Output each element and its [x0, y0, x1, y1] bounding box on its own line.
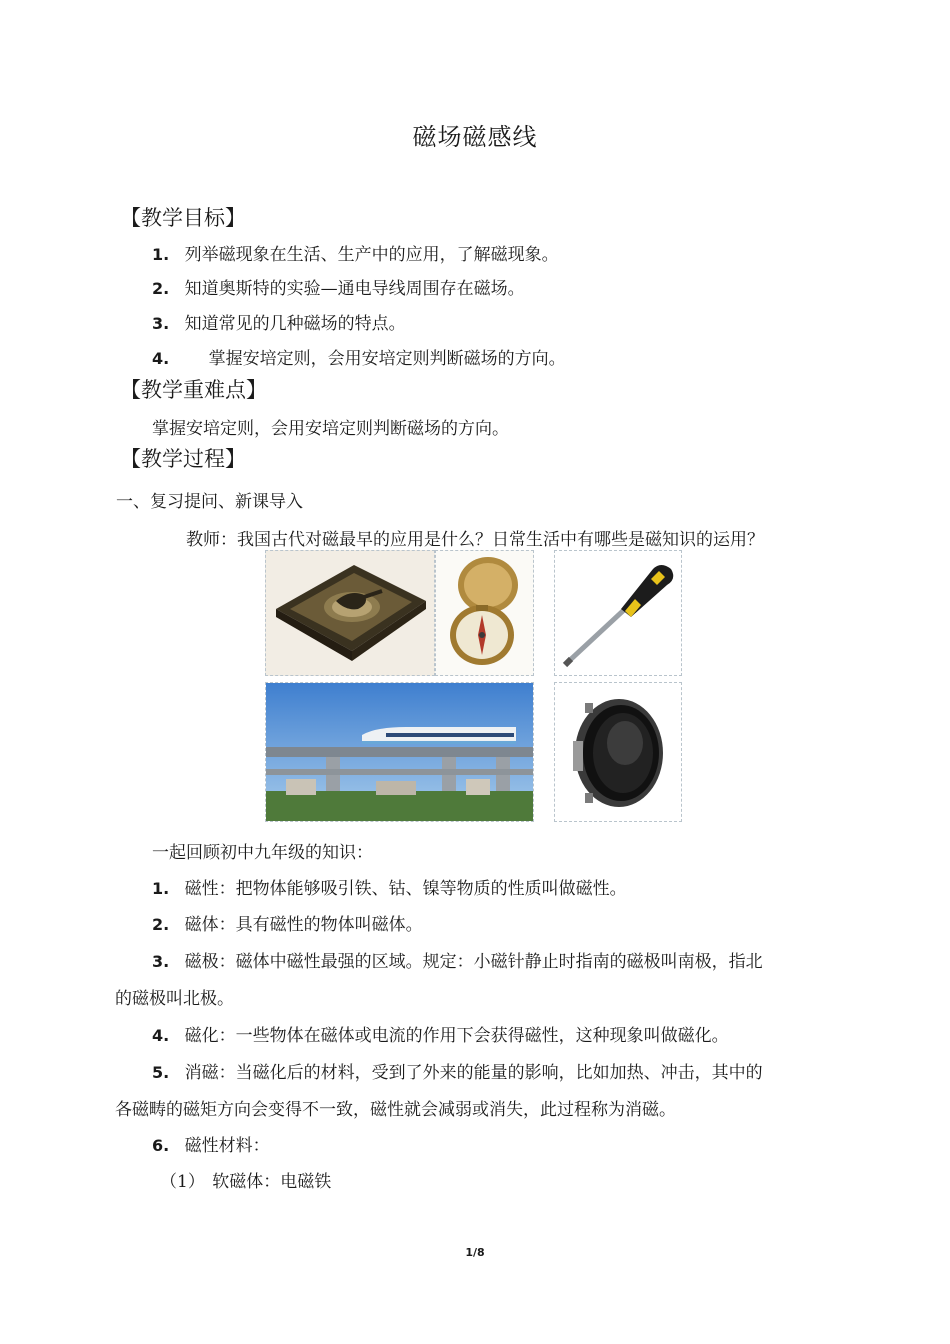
objective-number: 1. [152, 245, 170, 264]
speaker-icon [555, 683, 681, 821]
review-text: 磁体：具有磁性的物体叫磁体。 [184, 915, 423, 935]
review-intro: 一起回顾初中九年级的知识： [152, 843, 373, 863]
review-text: 磁性材料： [184, 1136, 270, 1156]
review-number: 4. [152, 1026, 170, 1045]
review-number: 3. [152, 952, 170, 971]
objective-text: 知道奥斯特的实验—通电导线周围存在磁场。 [184, 279, 525, 299]
objective-text: 掌握安培定则，会用安培定则判断磁场的方向。 [208, 349, 566, 369]
review-item [152, 1021, 729, 1046]
review-item [152, 1058, 763, 1083]
pocket-compass-photo [435, 550, 534, 676]
maglev-icon [266, 683, 533, 821]
ancient-compass-photo [265, 550, 435, 676]
review-number: 6. [152, 1136, 170, 1155]
review-text: 磁极：磁体中磁性最强的区域。规定：小磁针静止时指南的磁极叫南极，指北 [184, 952, 763, 972]
objective-text: 知道常见的几种磁场的特点。 [184, 314, 406, 334]
section-heading-key-points: 【教学重难点】 [120, 378, 267, 402]
page-number: 1/8 [465, 1246, 485, 1259]
magnetic-screwdriver-photo [554, 550, 682, 676]
review-number: 5. [152, 1063, 170, 1082]
objective-text: 列举磁现象在生活、生产中的应用，了解磁现象。 [184, 245, 559, 265]
teacher-question: 教师：我国古代对磁最早的应用是什么？日常生活中有哪些是磁知识的运用？ [186, 530, 764, 550]
objective-item [152, 274, 525, 299]
page-title: 磁场磁感线 [412, 123, 538, 151]
review-item [152, 947, 763, 972]
review-text: 消磁：当磁化后的材料，受到了外来的能量的影响，比如加热、冲击，其中的 [184, 1063, 763, 1083]
loudspeaker-photo [554, 682, 682, 822]
part-one-heading: 一、复习提问、新课导入 [116, 492, 303, 512]
review-item [152, 1131, 270, 1156]
review-number: 2. [152, 915, 170, 934]
sinan-icon [266, 551, 434, 675]
objective-item [152, 309, 406, 334]
section-heading-objectives: 【教学目标】 [120, 206, 246, 230]
sub-item-number: （1） [160, 1172, 205, 1192]
review-continuation: 的磁极叫北极。 [115, 989, 234, 1009]
sub-item [160, 1167, 331, 1192]
review-number: 1. [152, 879, 170, 898]
objective-number: 3. [152, 314, 170, 333]
key-points-text: 掌握安培定则，会用安培定则判断磁场的方向。 [152, 419, 509, 439]
review-continuation: 各磁畴的磁矩方向会变得不一致，磁性就会减弱或消失，此过程称为消磁。 [115, 1100, 676, 1120]
section-heading-process: 【教学过程】 [120, 447, 246, 471]
review-item [152, 910, 423, 935]
review-item [152, 874, 627, 899]
review-text: 磁化：一些物体在磁体或电流的作用下会获得磁性，这种现象叫做磁化。 [184, 1026, 729, 1046]
objective-item [152, 240, 559, 265]
compass-icon [436, 551, 533, 675]
objective-number: 4. [152, 349, 170, 368]
review-text: 磁性：把物体能够吸引铁、钴、镍等物质的性质叫做磁性。 [184, 879, 627, 899]
objective-number: 2. [152, 279, 170, 298]
screwdriver-icon [555, 551, 681, 675]
sub-item-text: 软磁体：电磁铁 [212, 1172, 332, 1192]
maglev-train-photo [265, 682, 534, 822]
objective-item [152, 344, 566, 369]
